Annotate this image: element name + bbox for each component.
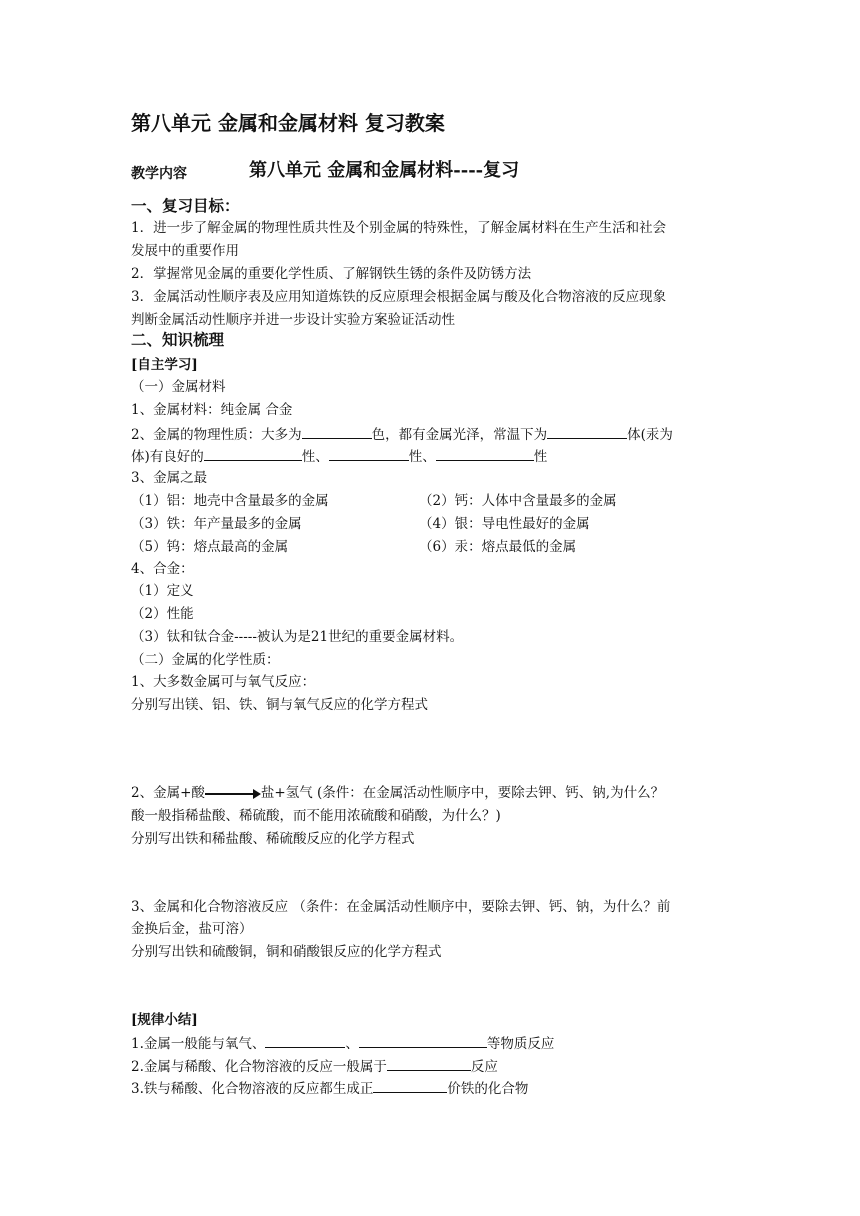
chem-3-line-1: 3、金属和化合物溶液反应 （条件：在金属活动性顺序中，要除去钾、钙、钠，为什么？前 xyxy=(131,899,671,915)
metal-most-item: （3）铁：年产量最多的金属 xyxy=(131,516,302,532)
fill-blank xyxy=(329,446,409,461)
chem-2-text-a: 2、金属+酸 xyxy=(131,785,205,801)
chem-3-line-2: 金换后金，盐可溶） xyxy=(131,921,253,937)
metal-most-item: （1）铝：地壳中含量最多的金属 xyxy=(131,493,329,509)
summary-1-text-c: 等物质反应 xyxy=(486,1036,555,1052)
metal-most-item: （5）钨：熔点最高的金属 xyxy=(131,539,289,555)
summary-3-text-b: 价铁的化合物 xyxy=(447,1081,529,1097)
metal-most-item: （4）银：导电性最好的金属 xyxy=(419,516,590,532)
fill-blank xyxy=(387,1056,471,1071)
chem-2-task: 分别写出铁和稀盐酸、稀硫酸反应的化学方程式 xyxy=(131,831,415,847)
chem-2-line-1 xyxy=(131,784,664,802)
alloy-properties: （2）性能 xyxy=(131,606,194,622)
item-1: 1、金属材料：纯金属 合金 xyxy=(131,402,293,418)
fill-blank xyxy=(302,424,372,439)
item-2-text-f: 性、 xyxy=(408,449,436,465)
goal-2: 2．掌握常见金属的重要化学性质、了解钢铁生锈的条件及防锈方法 xyxy=(131,266,532,282)
fill-blank xyxy=(204,446,302,461)
teaching-content-value: 第八单元 金属和金属材料----复习 xyxy=(249,160,520,181)
metal-most-row-2 xyxy=(131,515,691,533)
alloy-definition: （1）定义 xyxy=(131,583,194,599)
part-2-heading: （二）金属的化学性质： xyxy=(131,652,280,668)
item-2-text-g: 性 xyxy=(533,449,548,465)
arrow-right-icon xyxy=(205,789,261,799)
fill-blank xyxy=(373,1078,447,1093)
document-title: 第八单元 金属和金属材料 复习教案 xyxy=(131,111,445,135)
chem-2-line-2: 酸一般指稀盐酸、稀硫酸，而不能用浓硫酸和硝酸，为什么？) xyxy=(131,808,501,824)
teaching-content-row xyxy=(131,162,731,184)
summary-2-text-a: 2.金属与稀酸、化合物溶液的反应一般属于 xyxy=(131,1059,387,1075)
teaching-content-label: 教学内容 xyxy=(131,166,187,182)
item-2-text-e: 性、 xyxy=(301,449,329,465)
review-goals-heading: 一、复习目标： xyxy=(131,196,240,215)
item-2-line-2 xyxy=(131,446,547,466)
item-4: 4、合金： xyxy=(131,561,194,577)
alloy-titanium: （3）钛和钛合金-----被认为是21世纪的重要金属材料。 xyxy=(131,629,464,645)
fill-blank xyxy=(359,1033,487,1048)
goal-1-line-2: 发展中的重要作用 xyxy=(131,243,239,259)
summary-3-text-a: 3.铁与稀酸、化合物溶液的反应都生成正 xyxy=(131,1081,374,1097)
summary-2 xyxy=(131,1056,498,1076)
metal-most-item: （6）汞：熔点最低的金属 xyxy=(419,539,577,555)
goal-3-line-1: 3．金属活动性顺序表及应用知道炼铁的反应原理会根据金属与酸及化合物溶液的反应现象 xyxy=(131,289,667,305)
summary-1 xyxy=(131,1033,554,1053)
self-study-label: [自主学习] xyxy=(131,357,198,373)
fill-blank xyxy=(436,446,534,461)
summary-heading: [规律小结] xyxy=(131,1012,198,1028)
chem-3-task: 分别写出铁和硫酸铜，铜和硝酸银反应的化学方程式 xyxy=(131,944,442,960)
metal-most-item: （2）钙：人体中含量最多的金属 xyxy=(419,493,617,509)
part-1-heading: （一）金属材料 xyxy=(131,379,226,395)
metal-most-row-1 xyxy=(131,492,691,510)
chem-2-text-b: 盐+氢气 (条件：在金属活动性顺序中，要除去钾、钙、钠,为什么？ xyxy=(260,785,665,801)
item-2-text-c: 体(汞为 xyxy=(627,427,673,443)
item-2-line-1 xyxy=(131,424,673,444)
summary-2-text-b: 反应 xyxy=(470,1059,498,1075)
fill-blank xyxy=(265,1033,345,1048)
item-2-text-b: 色，都有金属光泽，常温下为 xyxy=(371,427,548,443)
summary-1-text-a: 1.金属一般能与氧气、 xyxy=(131,1036,266,1052)
summary-1-text-b: 、 xyxy=(345,1036,359,1052)
goal-1-line-1: 1．进一步了解金属的物理性质共性及个别金属的特殊性，了解金属材料在生产生活和社会 xyxy=(131,220,667,236)
item-2-text-a: 2、金属的物理性质：大多为 xyxy=(131,427,302,443)
knowledge-heading: 二、知识梳理 xyxy=(131,330,225,349)
chem-1: 1、大多数金属可与氧气反应： xyxy=(131,674,316,690)
item-3: 3、金属之最 xyxy=(131,470,208,486)
chem-1-task: 分别写出镁、铝、铁、铜与氧气反应的化学方程式 xyxy=(131,697,428,713)
item-2-text-d: 体)有良好的 xyxy=(131,449,204,465)
goal-3-line-2: 判断金属活动性顺序并进一步设计实验方案验证活动性 xyxy=(131,312,455,328)
summary-3 xyxy=(131,1078,528,1098)
fill-blank xyxy=(547,424,627,439)
metal-most-row-3 xyxy=(131,538,691,556)
